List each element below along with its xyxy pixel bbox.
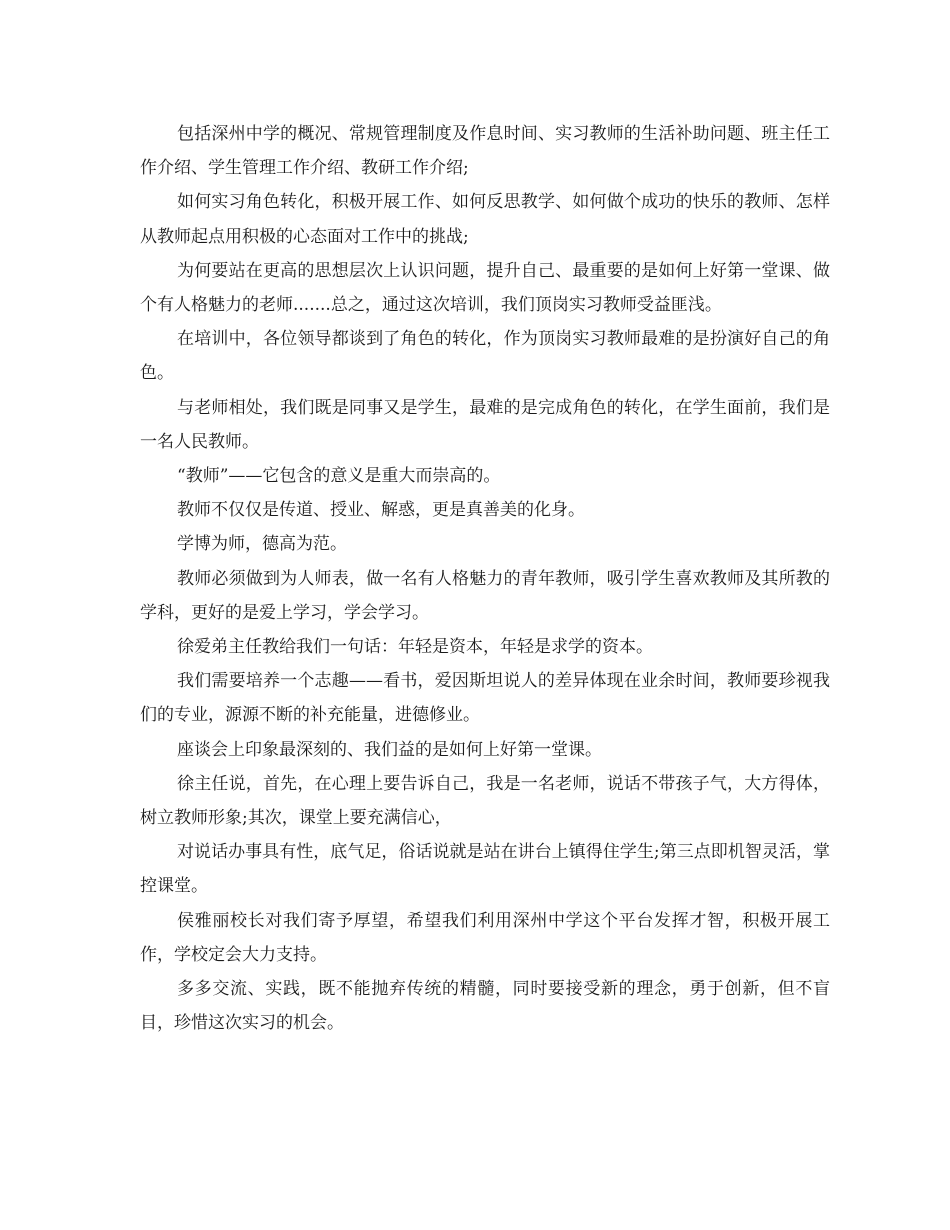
paragraph: 徐主任说，首先，在心理上要告诉自己，我是一名老师，说话不带孩子气，大方得体，树立教师形象;其次，课堂上要充满信心， [140, 773, 830, 829]
paragraph: 与老师相处，我们既是同事又是学生，最难的是完成角色的转化，在学生面前，我们是一名人民教师。 [140, 397, 830, 452]
paragraph: 学博为师，德高为范。 [177, 534, 347, 555]
paragraph: 教师不仅仅是传道、授业、解惑，更是真善美的化身。 [177, 500, 585, 521]
paragraph: 为何要站在更高的思想层次上认识问题，提升自己、最重要的是如何上好第一堂课、做个有人格魅力的老师.......总之，通过这次培训，我们顶岗实习教师受益匪浅。 [140, 260, 830, 316]
paragraph: 徐爱弟主任教给我们一句话：年轻是资本，年轻是求学的资本。 [177, 637, 653, 658]
paragraph: 对说话办事具有性，底气足，俗话说就是站在讲台上镇得住学生;第三点即机智灵活，掌控课堂。 [140, 842, 830, 897]
paragraph: 在培训中，各位领导都谈到了角色的转化，作为顶岗实习教师最难的是扮演好自己的角色。 [140, 329, 830, 384]
paragraph: 包括深州中学的概况、常规管理制度及作息时间、实习教师的生活补助问题、班主任工作介绍、学生管理工作介绍、教研工作介绍; [140, 124, 830, 179]
paragraph: “教师”——它包含的意义是重大而崇高的。 [177, 466, 501, 487]
paragraph: 我们需要培养一个志趣——看书，爱因斯坦说人的差异体现在业余时间，教师要珍视我们的专业，源源不断的补充能量，进德修业。 [140, 671, 830, 726]
paragraph: 如何实习角色转化，积极开展工作、如何反思教学、如何做个成功的快乐的教师、怎样从教师起点用积极的心态面对工作中的挑战; [140, 192, 830, 247]
paragraph: 多多交流、实践，既不能抛弃传统的精髓，同时要接受新的理念，勇于创新，但不盲目，珍惜这次实习的机会。 [140, 979, 830, 1034]
paragraph: 教师必须做到为人师表，做一名有人格魅力的青年教师，吸引学生喜欢教师及其所教的学科，更好的是爱上学习，学会学习。 [140, 568, 830, 623]
paragraph: 座谈会上印象最深刻的、我们益的是如何上好第一堂课。 [177, 739, 602, 760]
paragraph: 侯雅丽校长对我们寄予厚望，希望我们利用深州中学这个平台发挥才智，积极开展工作，学校定会大力支持。 [140, 910, 830, 965]
document-body [140, 117, 830, 1040]
